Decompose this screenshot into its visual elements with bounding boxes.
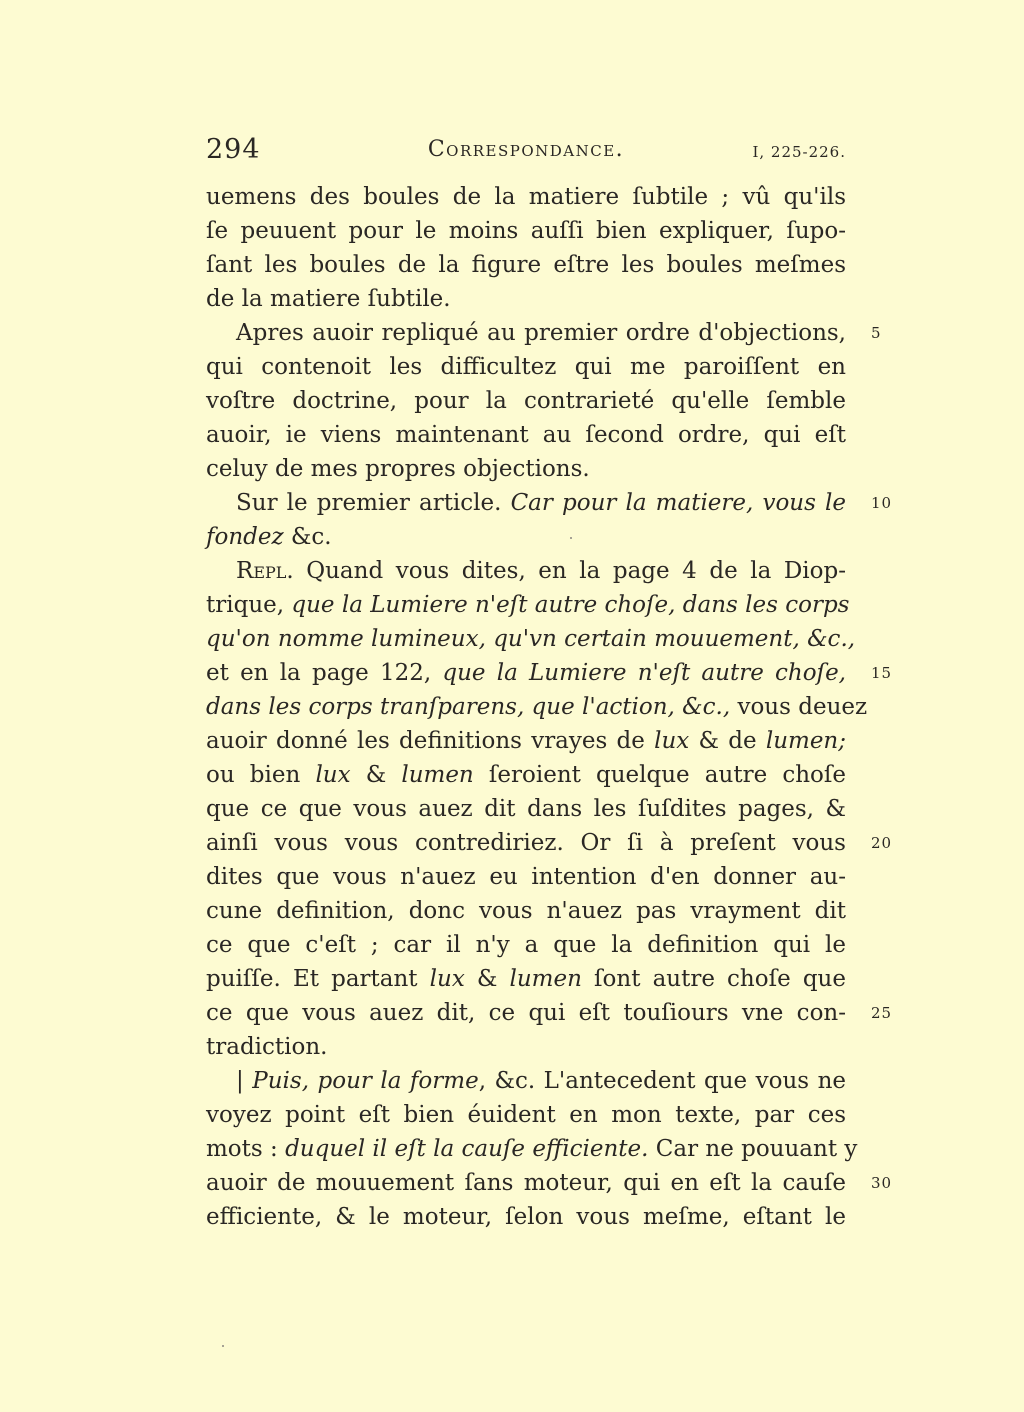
text-segment: trique, [206,592,292,618]
text-segment: &c. [283,524,332,550]
text-line [206,928,846,962]
text-line [206,1166,893,1200]
text-line [206,418,846,452]
text-line [206,214,846,248]
italic-text: qu'on nomme lumineux, qu'vn certain mouuement, &c., [206,626,856,652]
line-number: 25 [871,1004,893,1022]
line-number: 10 [871,494,893,512]
text-line [206,588,850,622]
page-speck [570,537,572,539]
italic-text: duquel il eſt la cauſe efficiente. [285,1136,649,1162]
italic-text: lumen [509,966,582,992]
text-line [206,282,846,316]
text-segment: voſtre doctrine, pour la contrarieté qu'elle ſemble [206,388,846,414]
text-segment: ou bien [206,762,316,788]
text-segment: auoir, ie viens maintenant au ſecond ordre, qui eſt [206,422,846,448]
line-number: 20 [871,834,893,852]
text-line [206,486,893,520]
italic-text: lumen; [765,728,846,754]
text-segment: mots : [206,1136,286,1162]
text-segment: ce que vous auez dit, ce qui eſt touſiours vne con- [206,1000,846,1026]
italic-text: lux [315,762,351,788]
text-segment: uemens des boules de la matiere ſubtile ; vû qu'ils [206,184,846,210]
text-segment: Apres auoir repliqué au premier ordre d'objections, [236,320,846,346]
text-segment: auoir de mouuement ſans moteur, qui en eſt la cauſe [206,1170,846,1196]
italic-text: lux [429,966,465,992]
body-text [206,180,893,1234]
text-line [206,1200,846,1234]
text-line [206,860,846,894]
text-line [206,996,893,1030]
text-segment: dites que vous n'auez eu intention d'en donner au- [206,864,846,890]
text-segment: & [350,762,402,788]
text-segment: celuy de mes propres objections. [206,456,590,482]
text-segment: tradiction. [206,1034,328,1060]
italic-text: lux [654,728,690,754]
text-segment: Sur le premier article. [236,490,511,516]
text-segment: Quand vous dites, en la page 4 de la Diop- [293,558,846,584]
italic-text: lumen [401,762,474,788]
line-number: 30 [871,1174,893,1192]
volume-reference: I, 225-226. [752,143,846,161]
text-segment: auoir donné les definitions vrayes de [206,728,655,754]
text-segment: ſont autre choſe que [581,966,846,992]
italic-text: que la Lumiere n'eſt autre choſe, dans les corps [291,592,850,618]
text-line [206,350,846,384]
italic-text: que la Lumiere n'eſt autre choſe, [442,660,846,686]
text-line [206,622,856,656]
text-line [206,1064,846,1098]
text-line [206,1098,846,1132]
italic-text: fondez [206,524,284,550]
text-line [206,452,846,486]
text-line [206,962,846,996]
page-header [206,134,846,174]
text-segment: ce que c'eſt ; car il n'y a que la definition qui le [206,932,846,958]
text-line [206,384,846,418]
text-segment: ainſi vous vous contrediriez. Or ſi à preſent vous [206,830,846,856]
text-segment: ſe peuuent pour le moins auſſi bien expliquer, ſupo- [206,218,846,244]
text-segment: Car ne pouuant y [648,1136,858,1162]
text-segment: voyez point eſt bien éuident en mon texte, par ces [206,1102,846,1128]
text-segment: & [464,966,510,992]
text-line [206,656,893,690]
text-segment: cune definition, donc vous n'auez pas vrayment dit [206,898,846,924]
text-line [206,690,868,724]
text-segment: Repl. [236,558,294,584]
text-line [206,894,846,928]
page-number: 294 [206,134,261,165]
line-number: 5 [871,324,882,342]
text-line [206,248,846,282]
text-line [206,724,846,758]
page-speck [222,1345,224,1347]
italic-text: Car pour la matiere, vous le [510,490,846,516]
text-line [206,826,893,860]
text-segment: & de [689,728,766,754]
line-number: 15 [871,664,893,682]
italic-text: Puis, pour la forme [252,1068,479,1094]
text-line [206,180,846,214]
text-line [206,792,846,826]
text-line [206,1030,846,1064]
text-segment: qui contenoit les difficultez qui me paroiſſent en [206,354,846,380]
italic-text: dans les corps tranſparens, que l'action, &c., [206,694,731,720]
text-segment: , &c. L'antecedent que vous ne [478,1068,847,1094]
text-line [206,316,882,350]
text-segment: ſeroient quelque autre choſe [473,762,846,788]
text-segment: vous deuez [730,694,868,720]
running-title: Correspondance. [427,137,625,162]
text-segment: de la matiere ſubtile. [206,286,451,312]
text-segment: que ce que vous auez dit dans les ſuſdites pages, & [206,796,846,822]
text-line [206,520,846,554]
text-segment: et en la page 122, [206,660,443,686]
text-segment: efficiente, & le moteur, ſelon vous meſme, eſtant le [206,1204,846,1230]
text-line [206,758,846,792]
text-line [206,554,846,588]
text-line [206,1132,858,1166]
text-segment: | [236,1068,253,1094]
text-segment: ſant les boules de la figure eſtre les boules meſmes [206,252,846,278]
text-segment: puiſſe. Et partant [206,966,430,992]
